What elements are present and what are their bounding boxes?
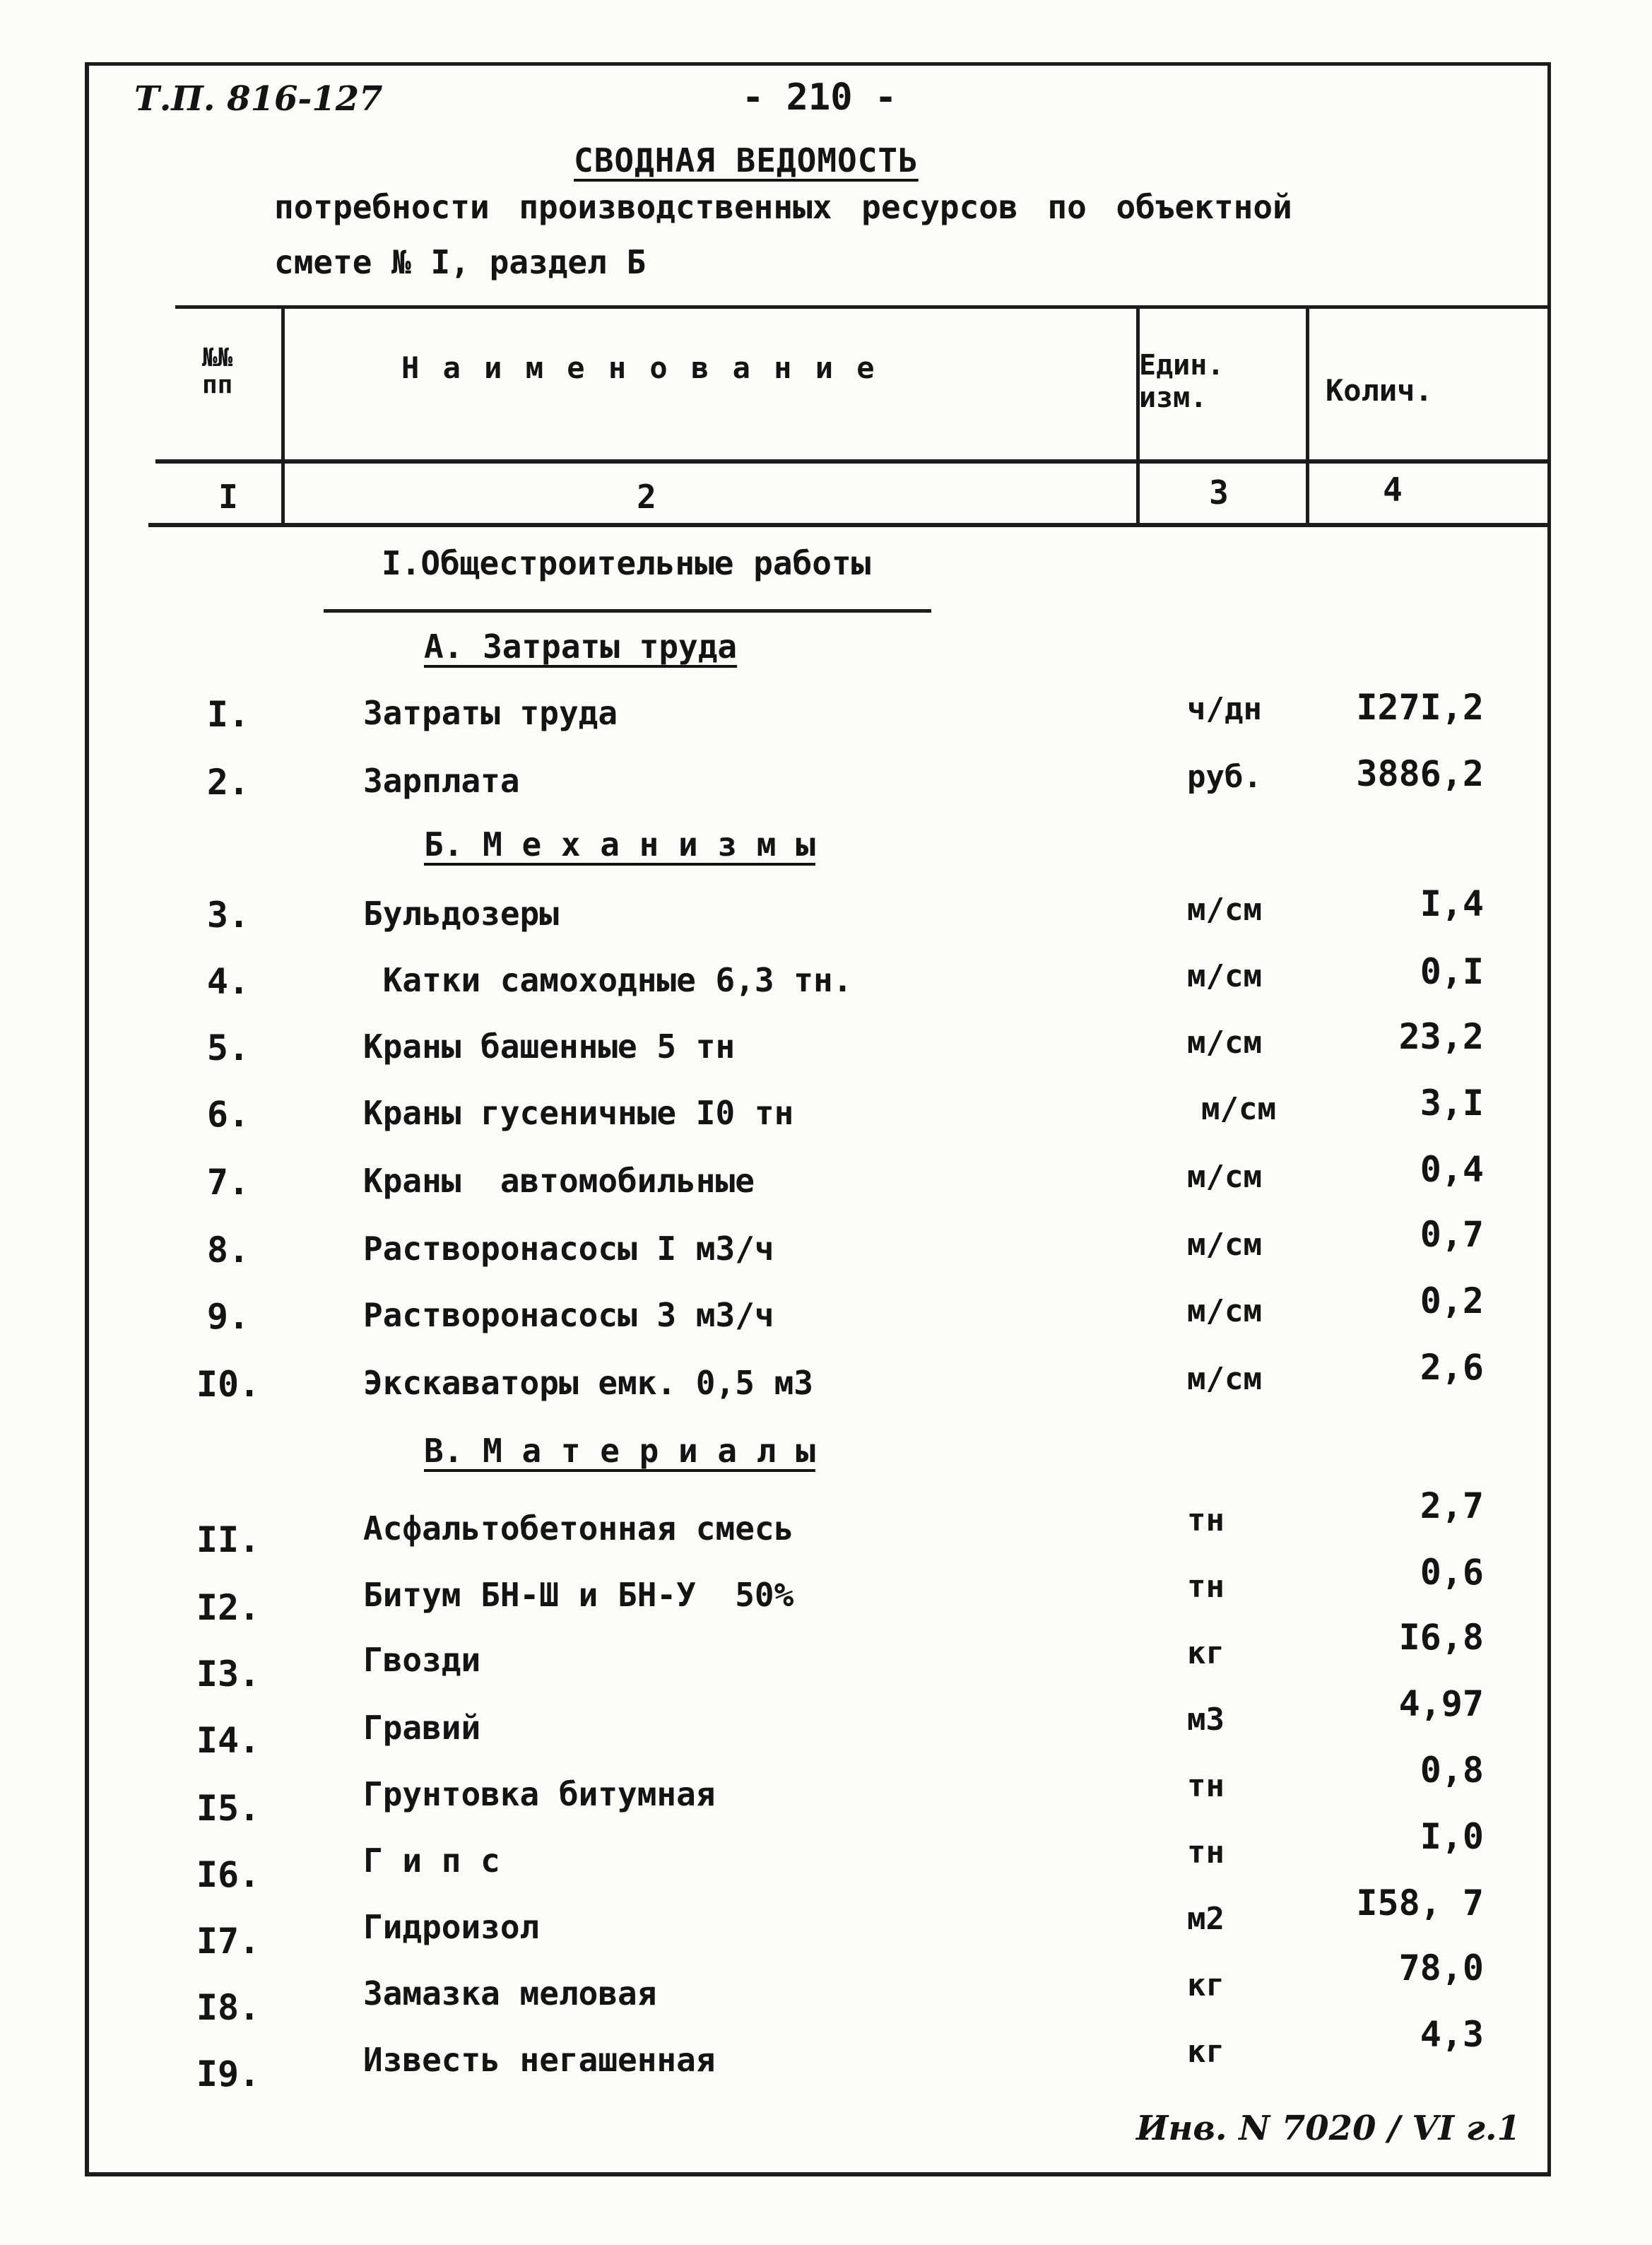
row-number: I3. (196, 1654, 261, 1695)
row-name: Битум БН-Ш и БН-У 50% (363, 1576, 794, 1614)
row-qty: 0,I (1420, 951, 1484, 992)
row-name: Известь негашенная (363, 2041, 716, 2079)
row-qty: 2,7 (1420, 1485, 1484, 1526)
group-title-labor: А. Затраты труда (424, 627, 738, 666)
row-unit: м/см (1187, 892, 1262, 928)
table-header-rule (155, 459, 1547, 464)
table-colnum-rule (148, 523, 1547, 527)
row-number: 3. (206, 895, 250, 936)
row-unit: тн (1187, 1569, 1225, 1605)
row-number: 6. (206, 1094, 250, 1135)
row-qty: 3,I (1420, 1083, 1484, 1124)
row-name: Краны автомобильные (363, 1162, 755, 1200)
row-number: 5. (206, 1027, 250, 1068)
row-unit: ч/дн (1187, 691, 1262, 727)
row-number: I5. (196, 1788, 261, 1829)
row-name: Растворонасосы I м3/ч (363, 1230, 774, 1268)
row-unit: м/см (1187, 1159, 1262, 1195)
row-name: Гидроизол (363, 1908, 540, 1946)
document-code: Т.П. 816-127 (134, 79, 383, 119)
col-divider-2 (1136, 308, 1140, 526)
row-qty: I6,8 (1398, 1617, 1484, 1658)
table-top-rule (175, 305, 1547, 309)
row-number: I0. (196, 1364, 261, 1405)
row-unit: кг (1187, 1967, 1225, 2003)
row-number: I8. (196, 1987, 261, 2028)
row-name: Грунтовка битумная (363, 1775, 716, 1813)
row-name: Катки самоходные 6,3 тн. (363, 961, 853, 999)
col-divider-3 (1306, 308, 1309, 526)
row-unit: кг (1187, 1635, 1225, 1671)
row-qty: 78,0 (1398, 1948, 1484, 1988)
row-unit: м3 (1187, 1702, 1225, 1738)
row-unit: м2 (1187, 1901, 1225, 1937)
row-qty: 4,3 (1420, 2014, 1484, 2055)
row-unit: кг (1187, 2034, 1225, 2070)
row-unit: м/см (1201, 1091, 1276, 1127)
row-name: Растворонасосы 3 м3/ч (363, 1296, 774, 1334)
col-header-qty: Колич. (1326, 373, 1433, 408)
row-number: I2. (196, 1587, 261, 1628)
row-unit: м/см (1187, 1293, 1262, 1329)
row-qty: 0,4 (1420, 1149, 1484, 1190)
row-number: 2. (206, 762, 250, 803)
col-number-4: 4 (1383, 471, 1403, 509)
row-name: Краны гусеничные I0 тн (363, 1094, 794, 1132)
row-qty: I,4 (1420, 883, 1484, 924)
page-number: - 210 - (742, 76, 897, 119)
row-qty: 0,7 (1420, 1214, 1484, 1255)
row-number: 9. (206, 1296, 250, 1337)
row-name: Асфальтобетонная смесь (363, 1509, 794, 1548)
row-unit: тн (1187, 1834, 1225, 1870)
col-number-2: 2 (637, 478, 656, 516)
row-unit: м/см (1187, 1361, 1262, 1397)
row-number: I4. (196, 1720, 261, 1761)
row-name: Затраты труда (363, 694, 618, 732)
row-number: I7. (196, 1921, 261, 1962)
document-title: СВОДНАЯ ВЕДОМОСТЬ (574, 141, 919, 179)
group-title-materials: В. М а т е р и а л ы (424, 1432, 815, 1470)
group-title-machines: Б. М е х а н и з м ы (424, 825, 815, 864)
row-qty: 3886,2 (1356, 753, 1484, 794)
row-name: Экскаваторы емк. 0,5 м3 (363, 1364, 813, 1402)
document-subtitle-line2: смете № I, раздел Б (274, 243, 647, 281)
col-header-name: Н а и м е н о в а н и е (401, 350, 878, 385)
row-qty: 0,2 (1420, 1280, 1484, 1321)
row-number: I6. (196, 1854, 261, 1895)
row-qty: I27I,2 (1356, 687, 1484, 728)
col-header-unit: Един. изм. (1139, 349, 1225, 414)
row-number: I9. (196, 2054, 261, 2094)
row-unit: тн (1187, 1502, 1225, 1538)
row-name: Г и п с (363, 1842, 500, 1880)
row-name: Зарплата (363, 762, 520, 800)
row-qty: 23,2 (1398, 1016, 1484, 1057)
row-unit: м/см (1187, 1227, 1262, 1263)
row-name: Бульдозеры (363, 895, 559, 933)
row-name: Краны башенные 5 тн (363, 1027, 736, 1066)
row-name: Гравий (363, 1709, 481, 1747)
col-divider-1 (281, 308, 285, 526)
inventory-stamp: Инв. N 7020 / VI г.1 (1136, 2109, 1521, 2148)
row-number: 8. (206, 1230, 250, 1271)
row-qty: I,0 (1420, 1816, 1484, 1857)
row-unit: м/см (1187, 1025, 1262, 1061)
row-number: II. (196, 1519, 261, 1560)
document-subtitle-line1: потребности производственных ресурсов по объектной (274, 188, 1292, 226)
row-unit: руб. (1187, 759, 1262, 795)
row-qty: 4,97 (1398, 1683, 1484, 1724)
row-number: 7. (206, 1162, 250, 1203)
section-heading: I.Общестроительные работы (382, 544, 871, 582)
row-qty: 2,6 (1420, 1347, 1484, 1388)
row-number: I. (206, 694, 250, 735)
row-name: Гвозди (363, 1641, 481, 1679)
row-qty: 0,8 (1420, 1750, 1484, 1791)
row-unit: м/см (1187, 958, 1262, 994)
col-header-number: №№ пп (202, 343, 233, 399)
row-unit: тн (1187, 1768, 1225, 1804)
col-number-1: I (218, 478, 238, 516)
row-name: Замазка меловая (363, 1974, 657, 2013)
row-number: 4. (206, 961, 250, 1002)
row-qty: I58, 7 (1356, 1882, 1484, 1923)
col-number-3: 3 (1209, 473, 1229, 512)
section-rule (324, 609, 931, 613)
row-qty: 0,6 (1420, 1552, 1484, 1593)
